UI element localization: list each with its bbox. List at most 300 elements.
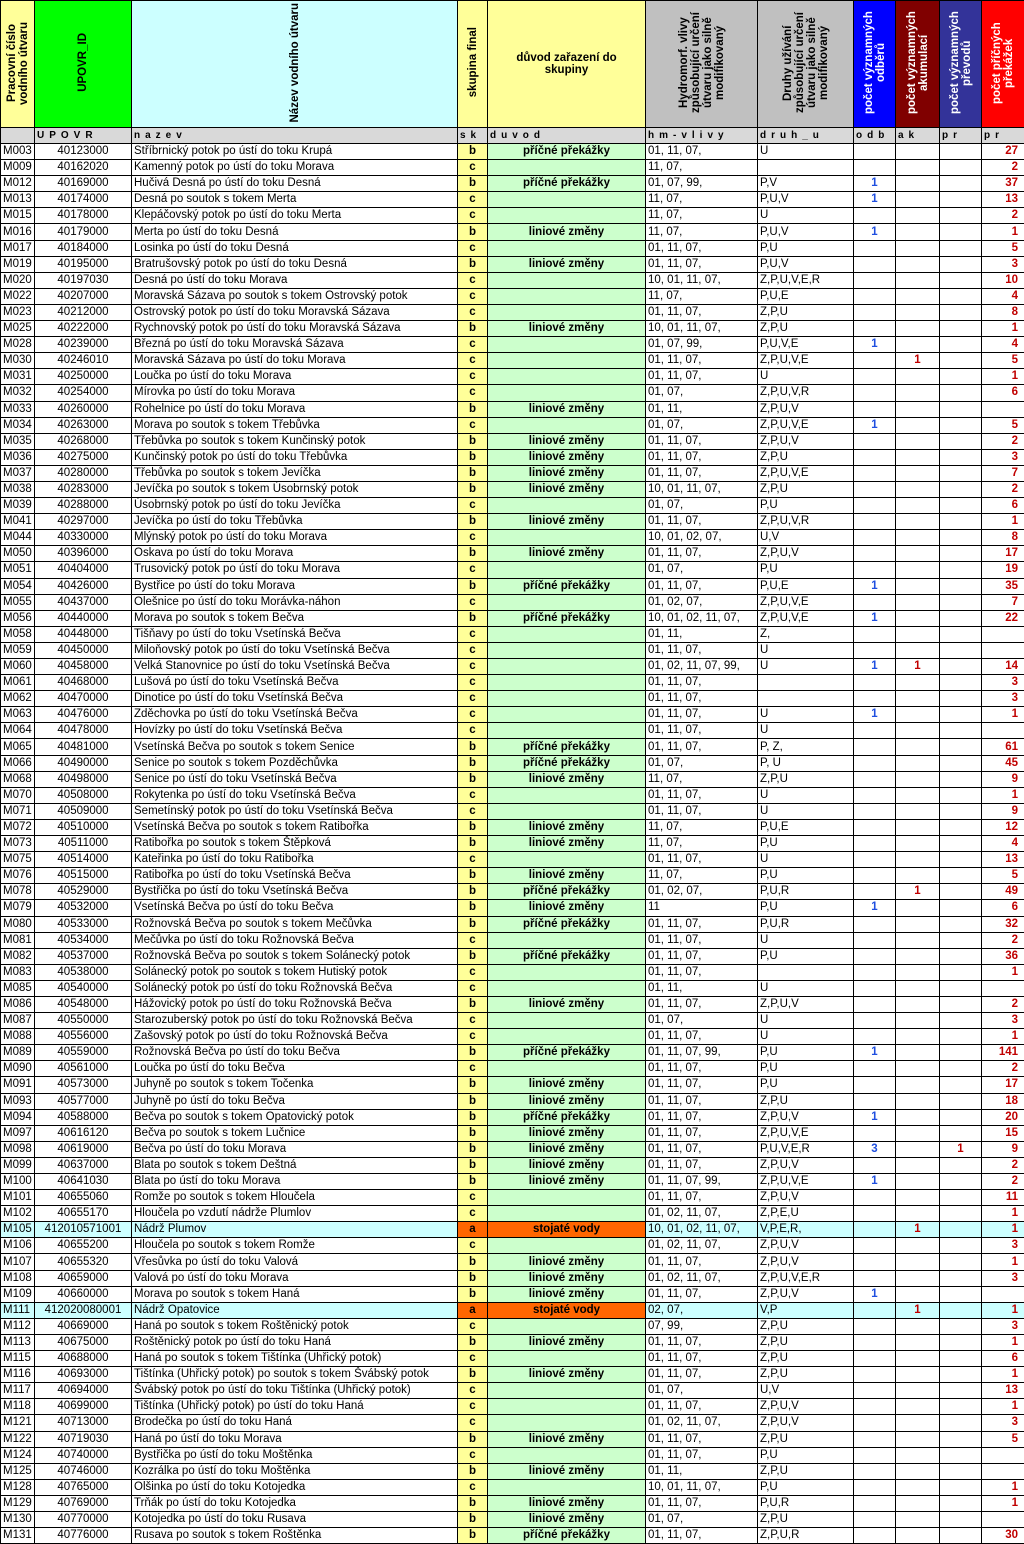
cell-upovr-id: 40688000 <box>35 1351 132 1367</box>
cell-prevodu <box>940 1238 982 1254</box>
cell-pracovni-cislo: M041 <box>1 514 35 530</box>
cell-akumulaci <box>896 1190 940 1206</box>
cell-prevodu <box>940 208 982 224</box>
cell-duvod <box>488 594 646 610</box>
table-row <box>1 1238 1024 1254</box>
cell-prekazek: 1 <box>982 707 1024 723</box>
cell-prekazek: 3 <box>982 256 1024 272</box>
cell-hydromorf: 01, 11, 07, <box>646 1109 758 1125</box>
cell-druhy: U <box>758 787 854 803</box>
cell-prekazek: 1 <box>982 1495 1024 1511</box>
cell-skupina: b <box>458 1286 488 1302</box>
table-row <box>1 1415 1024 1431</box>
subheader-nazev: nazev <box>132 128 458 144</box>
cell-duvod <box>488 964 646 980</box>
cell-akumulaci <box>896 256 940 272</box>
cell-pracovni-cislo: M076 <box>1 868 35 884</box>
cell-upovr-id: 40655060 <box>35 1190 132 1206</box>
cell-duvod: liniové změny <box>488 321 646 337</box>
table-row <box>1 1125 1024 1141</box>
cell-upovr-id: 40263000 <box>35 417 132 433</box>
cell-akumulaci <box>896 610 940 626</box>
cell-prevodu <box>940 176 982 192</box>
cell-druhy: U <box>758 642 854 658</box>
cell-nazev: Romže po soutok s tokem Hloučela <box>132 1190 458 1206</box>
cell-druhy: Z,P,U,V,E,R <box>758 272 854 288</box>
cell-druhy <box>758 964 854 980</box>
subheader-pr: pr <box>940 128 982 144</box>
cell-skupina: b <box>458 224 488 240</box>
cell-upovr-id: 40765000 <box>35 1479 132 1495</box>
cell-akumulaci <box>896 1479 940 1495</box>
cell-prevodu <box>940 610 982 626</box>
table-row <box>1 1399 1024 1415</box>
cell-duvod: liniové změny <box>488 1093 646 1109</box>
cell-pracovni-cislo: M060 <box>1 659 35 675</box>
table-row <box>1 1222 1024 1238</box>
cell-hydromorf: 11, 07, <box>646 288 758 304</box>
cell-upovr-id: 40458000 <box>35 659 132 675</box>
cell-pracovni-cislo: M036 <box>1 449 35 465</box>
cell-pracovni-cislo: M122 <box>1 1431 35 1447</box>
cell-nazev: Senice po soutok s tokem Pozděchůvka <box>132 755 458 771</box>
header-akumulaci: počet významných akumulací <box>896 1 940 128</box>
cell-prevodu <box>940 1367 982 1383</box>
cell-akumulaci <box>896 288 940 304</box>
subheader-upovr: UPOVR <box>35 128 132 144</box>
cell-druhy: Z,P,U,V <box>758 1190 854 1206</box>
cell-odberu <box>854 1463 896 1479</box>
cell-akumulaci <box>896 1109 940 1125</box>
cell-skupina: b <box>458 884 488 900</box>
cell-odberu: 1 <box>854 578 896 594</box>
cell-prevodu <box>940 723 982 739</box>
cell-prekazek: 2 <box>982 160 1024 176</box>
cell-hydromorf: 01, 11, 07, <box>646 1141 758 1157</box>
cell-odberu <box>854 514 896 530</box>
cell-prevodu <box>940 755 982 771</box>
cell-akumulaci <box>896 1013 940 1029</box>
cell-prekazek: 5 <box>982 417 1024 433</box>
cell-odberu <box>854 353 896 369</box>
cell-nazev: Loučka po ústí do toku Morava <box>132 369 458 385</box>
cell-pracovni-cislo: M130 <box>1 1511 35 1527</box>
table-row <box>1 900 1024 916</box>
cell-nazev: Bratrušovský potok po ústí do toku Desná <box>132 256 458 272</box>
cell-duvod: liniové změny <box>488 868 646 884</box>
cell-odberu <box>854 836 896 852</box>
cell-upovr-id: 40561000 <box>35 1061 132 1077</box>
cell-druhy: Z,P,U <box>758 481 854 497</box>
cell-skupina: b <box>458 755 488 771</box>
cell-druhy: P,U <box>758 498 854 514</box>
table-row <box>1 224 1024 240</box>
cell-hydromorf: 02, 07, <box>646 1302 758 1318</box>
cell-prekazek: 4 <box>982 288 1024 304</box>
cell-nazev: Bečva po soutok s tokem Lučnice <box>132 1125 458 1141</box>
cell-hydromorf: 07, 99, <box>646 1318 758 1334</box>
cell-hydromorf: 01, 11, 07, <box>646 240 758 256</box>
cell-odberu <box>854 256 896 272</box>
table-row <box>1 1270 1024 1286</box>
cell-upovr-id: 40239000 <box>35 337 132 353</box>
cell-skupina: b <box>458 449 488 465</box>
cell-druhy: Z,P,U,V,E <box>758 1174 854 1190</box>
cell-prevodu <box>940 1061 982 1077</box>
cell-pracovni-cislo: M055 <box>1 594 35 610</box>
cell-nazev: Starozuberský potok po ústí do toku Rožnovská Bečva <box>132 1013 458 1029</box>
cell-druhy: U <box>758 980 854 996</box>
cell-prevodu <box>940 771 982 787</box>
cell-odberu <box>854 691 896 707</box>
cell-prevodu <box>940 546 982 562</box>
cell-akumulaci <box>896 304 940 320</box>
cell-druhy: Z,P,E,U <box>758 1206 854 1222</box>
cell-upovr-id: 412010571001 <box>35 1222 132 1238</box>
table-row <box>1 1318 1024 1334</box>
cell-prevodu <box>940 465 982 481</box>
cell-hydromorf: 01, 11, 07, <box>646 996 758 1012</box>
cell-odberu <box>854 1029 896 1045</box>
cell-pracovni-cislo: M078 <box>1 884 35 900</box>
cell-duvod <box>488 803 646 819</box>
cell-skupina: b <box>458 433 488 449</box>
cell-prekazek: 36 <box>982 948 1024 964</box>
cell-akumulaci <box>896 1061 940 1077</box>
cell-nazev: Morava po soutok s tokem Bečva <box>132 610 458 626</box>
table-row <box>1 1431 1024 1447</box>
cell-nazev: Hovízky po ústí do toku Vsetínská Bečva <box>132 723 458 739</box>
cell-upovr-id: 40330000 <box>35 530 132 546</box>
cell-prekazek: 1 <box>982 1029 1024 1045</box>
cell-akumulaci <box>896 208 940 224</box>
cell-duvod: liniové změny <box>488 1270 646 1286</box>
cell-prevodu <box>940 1254 982 1270</box>
cell-prevodu <box>940 1431 982 1447</box>
cell-skupina: c <box>458 1479 488 1495</box>
cell-hydromorf: 01, 11, 07, <box>646 1447 758 1463</box>
table-row <box>1 948 1024 964</box>
cell-pracovni-cislo: M044 <box>1 530 35 546</box>
cell-skupina: b <box>458 739 488 755</box>
cell-pracovni-cislo: M020 <box>1 272 35 288</box>
cell-hydromorf: 10, 01, 11, 07, <box>646 321 758 337</box>
cell-odberu: 1 <box>854 224 896 240</box>
cell-druhy: Z,P,U,V <box>758 1254 854 1270</box>
cell-prekazek <box>982 1463 1024 1479</box>
cell-duvod: liniové změny <box>488 819 646 835</box>
cell-prekazek: 10 <box>982 272 1024 288</box>
table-row <box>1 337 1024 353</box>
cell-hydromorf: 01, 11, 07, <box>646 1528 758 1544</box>
cell-duvod: liniové změny <box>488 224 646 240</box>
cell-skupina: b <box>458 1463 488 1479</box>
cell-pracovni-cislo: M079 <box>1 900 35 916</box>
cell-pracovni-cislo: M064 <box>1 723 35 739</box>
table-row <box>1 980 1024 996</box>
cell-nazev: Juhyně po ústí do toku Bečva <box>132 1093 458 1109</box>
cell-prevodu <box>940 594 982 610</box>
cell-pracovni-cislo: M066 <box>1 755 35 771</box>
cell-prevodu <box>940 675 982 691</box>
cell-akumulaci <box>896 1399 940 1415</box>
cell-duvod: příčné překážky <box>488 144 646 160</box>
cell-upovr-id: 40537000 <box>35 948 132 964</box>
cell-skupina: c <box>458 1190 488 1206</box>
subheader-sk: sk <box>458 128 488 144</box>
cell-pracovni-cislo: M086 <box>1 996 35 1012</box>
table-row <box>1 208 1024 224</box>
cell-prekazek: 14 <box>982 659 1024 675</box>
cell-odberu <box>854 1222 896 1238</box>
cell-druhy: P,U,R <box>758 916 854 932</box>
cell-duvod: příčné překážky <box>488 176 646 192</box>
cell-duvod: liniové změny <box>488 433 646 449</box>
cell-nazev: Zděchovka po ústí do toku Vsetínská Bečva <box>132 707 458 723</box>
cell-nazev: Haná po soutok s tokem Roštěnický potok <box>132 1318 458 1334</box>
cell-pracovni-cislo: M112 <box>1 1318 35 1334</box>
cell-duvod <box>488 1238 646 1254</box>
cell-druhy: Z,P,U <box>758 1351 854 1367</box>
cell-skupina: b <box>458 1077 488 1093</box>
cell-pracovni-cislo: M062 <box>1 691 35 707</box>
cell-odberu <box>854 868 896 884</box>
table-row <box>1 1141 1024 1157</box>
cell-upovr-id: 40573000 <box>35 1077 132 1093</box>
cell-prekazek: 2 <box>982 996 1024 1012</box>
cell-duvod: liniové změny <box>488 1141 646 1157</box>
cell-skupina: c <box>458 240 488 256</box>
table-row <box>1 1190 1024 1206</box>
subheader-empty <box>1 128 35 144</box>
cell-odberu <box>854 481 896 497</box>
cell-pracovni-cislo: M097 <box>1 1125 35 1141</box>
cell-odberu <box>854 642 896 658</box>
cell-akumulaci: 1 <box>896 353 940 369</box>
cell-pracovni-cislo: M124 <box>1 1447 35 1463</box>
cell-pracovni-cislo: M131 <box>1 1528 35 1544</box>
cell-prevodu <box>940 836 982 852</box>
cell-pracovni-cislo: M111 <box>1 1302 35 1318</box>
cell-hydromorf: 11, 07, <box>646 819 758 835</box>
cell-prevodu <box>940 144 982 160</box>
cell-pracovni-cislo: M033 <box>1 401 35 417</box>
cell-duvod <box>488 353 646 369</box>
cell-prekazek: 5 <box>982 868 1024 884</box>
cell-pracovni-cislo: M030 <box>1 353 35 369</box>
cell-prekazek: 1 <box>982 1254 1024 1270</box>
cell-pracovni-cislo: M065 <box>1 739 35 755</box>
cell-upovr-id: 40123000 <box>35 144 132 160</box>
cell-skupina: b <box>458 1528 488 1544</box>
cell-prekazek: 9 <box>982 1141 1024 1157</box>
cell-prevodu <box>940 1013 982 1029</box>
cell-nazev: Haná po ústí do toku Morava <box>132 1431 458 1447</box>
cell-pracovni-cislo: M038 <box>1 481 35 497</box>
cell-nazev: Mečůvka po ústí do toku Rožnovská Bečva <box>132 932 458 948</box>
cell-druhy: Z, <box>758 626 854 642</box>
cell-prekazek: 15 <box>982 1125 1024 1141</box>
cell-upovr-id: 40288000 <box>35 498 132 514</box>
cell-hydromorf: 01, 11, 07, <box>646 1495 758 1511</box>
cell-pracovni-cislo: M128 <box>1 1479 35 1495</box>
cell-pracovni-cislo: M101 <box>1 1190 35 1206</box>
cell-nazev: Švábský potok po ústí do toku Tištínka (Uhřický potok) <box>132 1383 458 1399</box>
cell-duvod <box>488 1351 646 1367</box>
cell-skupina: c <box>458 385 488 401</box>
cell-upovr-id: 40740000 <box>35 1447 132 1463</box>
cell-prekazek: 1 <box>982 1222 1024 1238</box>
cell-odberu <box>854 401 896 417</box>
cell-prekazek: 1 <box>982 1334 1024 1350</box>
cell-prekazek: 61 <box>982 739 1024 755</box>
cell-skupina: b <box>458 819 488 835</box>
cell-nazev: Desná po soutok s tokem Merta <box>132 192 458 208</box>
header-upovr-id: UPOVR_ID <box>35 1 132 128</box>
cell-prevodu <box>940 1190 982 1206</box>
cell-druhy: Z,P,U,V <box>758 1415 854 1431</box>
table-row <box>1 626 1024 642</box>
cell-odberu <box>854 530 896 546</box>
cell-skupina: b <box>458 1495 488 1511</box>
cell-akumulaci <box>896 1157 940 1173</box>
cell-upovr-id: 40510000 <box>35 819 132 835</box>
cell-prevodu <box>940 385 982 401</box>
table-row <box>1 1511 1024 1527</box>
cell-odberu <box>854 1206 896 1222</box>
cell-prekazek: 2 <box>982 433 1024 449</box>
cell-akumulaci <box>896 160 940 176</box>
cell-prekazek: 8 <box>982 304 1024 320</box>
cell-skupina: b <box>458 1125 488 1141</box>
cell-prekazek: 3 <box>982 1415 1024 1431</box>
cell-hydromorf: 01, 07, <box>646 562 758 578</box>
cell-akumulaci <box>896 675 940 691</box>
cell-hydromorf: 01, 11, 07, <box>646 369 758 385</box>
cell-hydromorf: 10, 01, 11, 07, <box>646 1479 758 1495</box>
cell-hydromorf: 01, 11, 07, <box>646 964 758 980</box>
cell-druhy: P,U,E <box>758 288 854 304</box>
cell-druhy: P,U <box>758 562 854 578</box>
cell-duvod: liniové změny <box>488 481 646 497</box>
cell-upovr-id: 40548000 <box>35 996 132 1012</box>
header-row <box>1 1 1024 128</box>
cell-prevodu <box>940 272 982 288</box>
cell-skupina: c <box>458 659 488 675</box>
cell-duvod <box>488 1383 646 1399</box>
cell-akumulaci <box>896 1447 940 1463</box>
cell-hydromorf: 01, 11, 07, <box>646 675 758 691</box>
cell-odberu <box>854 1190 896 1206</box>
cell-nazev: Kunčinský potok po ústí do toku Třebůvka <box>132 449 458 465</box>
cell-skupina: c <box>458 369 488 385</box>
cell-duvod: liniové změny <box>488 465 646 481</box>
cell-hydromorf: 01, 02, 11, 07, <box>646 1270 758 1286</box>
cell-skupina: c <box>458 803 488 819</box>
cell-duvod: liniové změny <box>488 996 646 1012</box>
cell-pracovni-cislo: M088 <box>1 1029 35 1045</box>
cell-duvod: liniové změny <box>488 1334 646 1350</box>
cell-skupina: c <box>458 304 488 320</box>
cell-odberu: 1 <box>854 707 896 723</box>
cell-duvod <box>488 691 646 707</box>
cell-duvod <box>488 530 646 546</box>
table-row <box>1 288 1024 304</box>
cell-duvod: liniové změny <box>488 1286 646 1302</box>
cell-duvod <box>488 1318 646 1334</box>
cell-akumulaci <box>896 900 940 916</box>
cell-druhy: U <box>758 208 854 224</box>
cell-hydromorf: 01, 11, 07, <box>646 433 758 449</box>
cell-nazev: Klepáčovský potok po ústí do toku Merta <box>132 208 458 224</box>
cell-skupina: c <box>458 530 488 546</box>
subheader-hm: hm-vlivy <box>646 128 758 144</box>
cell-upovr-id: 40713000 <box>35 1415 132 1431</box>
cell-hydromorf: 11, 07, <box>646 192 758 208</box>
cell-hydromorf: 01, 11, 07, <box>646 353 758 369</box>
cell-odberu <box>854 739 896 755</box>
cell-nazev: Hloučela po soutok s tokem Romže <box>132 1238 458 1254</box>
cell-pracovni-cislo: M019 <box>1 256 35 272</box>
cell-prekazek <box>982 626 1024 642</box>
cell-prekazek: 2 <box>982 1174 1024 1190</box>
cell-nazev: Rohelnice po ústí do toku Morava <box>132 401 458 417</box>
cell-prevodu <box>940 1399 982 1415</box>
cell-akumulaci <box>896 1254 940 1270</box>
cell-skupina: b <box>458 176 488 192</box>
cell-prekazek: 5 <box>982 353 1024 369</box>
cell-prekazek: 2 <box>982 208 1024 224</box>
cell-odberu <box>854 594 896 610</box>
cell-prevodu <box>940 1302 982 1318</box>
cell-duvod <box>488 304 646 320</box>
cell-prekazek: 9 <box>982 803 1024 819</box>
cell-hydromorf: 01, 11, 07, <box>646 1254 758 1270</box>
cell-prevodu <box>940 996 982 1012</box>
cell-druhy: Z,P,U,V,R <box>758 385 854 401</box>
cell-druhy: P,U,E <box>758 819 854 835</box>
cell-druhy: P,U <box>758 1061 854 1077</box>
cell-druhy: Z,P,U,V <box>758 401 854 417</box>
cell-prevodu <box>940 417 982 433</box>
cell-hydromorf: 01, 11, 07, <box>646 1351 758 1367</box>
cell-akumulaci <box>896 852 940 868</box>
cell-druhy: Z,P,U <box>758 771 854 787</box>
table-row <box>1 401 1024 417</box>
cell-nazev: Rusava po soutok s tokem Roštěnka <box>132 1528 458 1544</box>
cell-druhy: Z,P,U,V <box>758 1286 854 1302</box>
cell-pracovni-cislo: M037 <box>1 465 35 481</box>
cell-akumulaci <box>896 1077 940 1093</box>
cell-skupina: b <box>458 465 488 481</box>
cell-druhy: U <box>758 1013 854 1029</box>
cell-upovr-id: 40719030 <box>35 1431 132 1447</box>
cell-druhy: U <box>758 723 854 739</box>
cell-nazev: Bečva po ústí do toku Morava <box>132 1141 458 1157</box>
cell-druhy: Z,P,U,V,E <box>758 1125 854 1141</box>
cell-odberu <box>854 288 896 304</box>
cell-hydromorf: 01, 11, 07, <box>646 1061 758 1077</box>
cell-nazev: Mírovka po ústí do toku Morava <box>132 385 458 401</box>
cell-druhy: U <box>758 659 854 675</box>
cell-skupina: b <box>458 1334 488 1350</box>
cell-prekazek: 6 <box>982 900 1024 916</box>
cell-prevodu <box>940 1109 982 1125</box>
cell-pracovni-cislo: M061 <box>1 675 35 691</box>
cell-duvod: liniové změny <box>488 1463 646 1479</box>
cell-akumulaci <box>896 1351 940 1367</box>
cell-prekazek: 11 <box>982 1190 1024 1206</box>
